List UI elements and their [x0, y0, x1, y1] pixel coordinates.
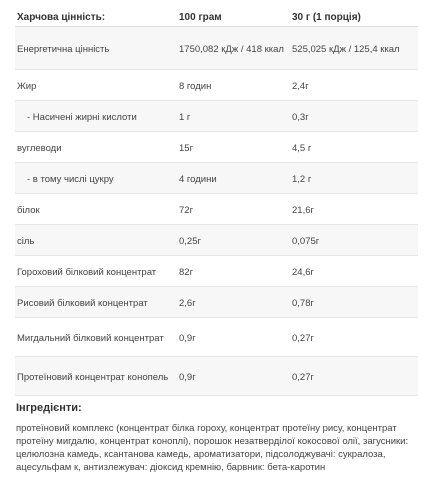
value-per-100g: 0,25г: [175, 225, 288, 256]
ingredients-title: Інгредієнти:: [16, 402, 82, 414]
value-per-serving: 1,2 г: [288, 163, 418, 194]
value-per-serving: 21,6г: [288, 194, 418, 225]
table-row: [15, 318, 418, 357]
table-row: [15, 27, 418, 70]
value-per-serving: 4,5 г: [288, 132, 418, 163]
header-per-serving: 30 г (1 порція): [288, 8, 418, 27]
nutrient-name: сіль: [15, 225, 175, 256]
table-row: [15, 70, 418, 101]
table-row: [15, 287, 418, 318]
table-row: [15, 132, 418, 163]
table-row: [15, 194, 418, 225]
value-per-100g: 82г: [175, 256, 288, 287]
table-row: [15, 225, 418, 256]
value-per-100g: 0,9г: [175, 318, 288, 357]
nutrient-name: Енергетична цінність: [15, 27, 175, 70]
header-nutrient: Харчова цінність:: [15, 8, 175, 27]
ingredients-section: [16, 402, 414, 474]
value-per-100g: 1 г: [175, 101, 288, 132]
value-per-serving: 0,78г: [288, 287, 418, 318]
nutrient-name: Протеїновий концентрат конопель: [15, 357, 175, 396]
ingredients-text: протеїновий комплекс (концентрат білка гороху, концентрат протеїну рису, концентрат протеїну мигдалю, концентрат коноплі), порошок незатверділої кокосової олії, загусники: целюлозна камедь, ксантанова камедь, ароматизатори, підсолоджувачі: сукралоза, ацесульфам к, антизлежувач: діоксид кремнію, барвник: бета-каротин: [16, 423, 409, 473]
value-per-100g: 0,9г: [175, 357, 288, 396]
value-per-100g: 8 годин: [175, 70, 288, 101]
nutrition-table: [15, 8, 418, 396]
table-row: [15, 357, 418, 396]
nutrient-name: Мигдальний білковий концентрат: [15, 318, 175, 357]
nutrient-name: Гороховий білковий концентрат: [15, 256, 175, 287]
value-per-serving: 0,27г: [288, 318, 418, 357]
table-row: [15, 256, 418, 287]
value-per-serving: 0,075г: [288, 225, 418, 256]
value-per-serving: 0,3г: [288, 101, 418, 132]
value-per-100g: 72г: [175, 194, 288, 225]
value-per-serving: 2,4г: [288, 70, 418, 101]
nutrient-name: [15, 101, 175, 132]
value-per-serving: 0,27г: [288, 357, 418, 396]
table-row: [15, 163, 418, 194]
value-per-100g: 2,6г: [175, 287, 288, 318]
table-header-row: [15, 8, 418, 27]
table-row: [15, 101, 418, 132]
nutrient-name: [15, 163, 175, 194]
value-per-100g: 4 години: [175, 163, 288, 194]
nutrient-name: білок: [15, 194, 175, 225]
header-per-100g: 100 грам: [175, 8, 288, 27]
nutrient-sub-label: - Насичені жирні кислоти: [27, 111, 137, 123]
nutrient-name: Жир: [15, 70, 175, 101]
value-per-serving: 24,6г: [288, 256, 418, 287]
nutrient-name: вуглеводи: [15, 132, 175, 163]
value-per-100g: 15г: [175, 132, 288, 163]
nutrient-name: Рисовий білковий концентрат: [15, 287, 175, 318]
value-per-100g: 1750,082 кДж / 418 ккал: [175, 27, 288, 70]
nutrient-sub-label: - в тому числі цукру: [27, 173, 114, 185]
value-per-serving: 525,025 кДж / 125,4 ккал: [288, 27, 418, 70]
